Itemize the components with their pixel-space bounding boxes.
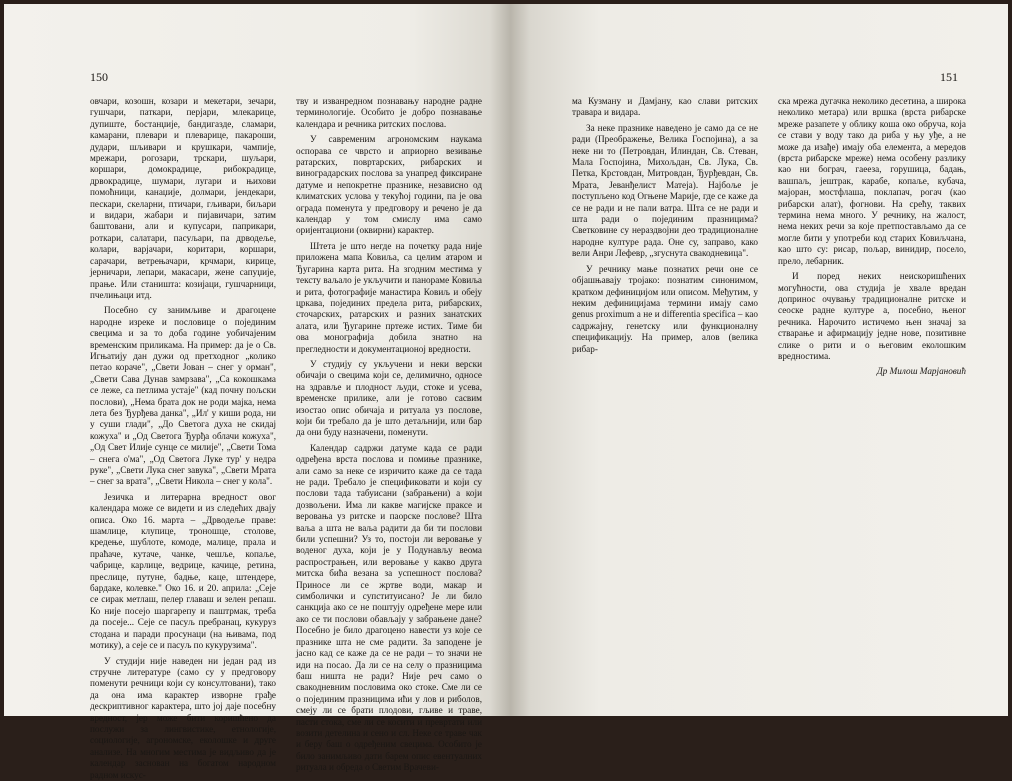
- paragraph: овчари, козошн, козари и мекетари, зечари, гушчари, паткари, перјари, млекарице, дупиште, бостанџије, бандигазде, сламари, камарани, плевари и плеварице, пакароши, дудари, шљивари и крушкари, чампије, мрежари, рогозари, трскари, шуљари, коршари, домокрадице, рибокрадице, дрвокрадице, шумари, лугари и њихови помоћници, канаџије, долмари, јендекари, пескари, скеларни, птичари, гљивари, биљари и видари, жабари и пијавичари, затим баштовани, али и купусари, паприкари, роткари, салатари, пасуљари, па дрводеље, колари, варјачари, коритари, коршари, сарачари, ветрењачари, крчмари, кирице, јерничари, лепари, макасари, жене сапуџије, прање. Или станишта: козијаци, гушчарници, пчелињаци итд.: [90, 96, 276, 300]
- left-column-1: [90, 96, 276, 781]
- right-column-2: [778, 96, 966, 378]
- paragraph: И поред неких неискоришћених могућности, ова студија је хвале вредан допринос очувању традиционалне ритске и сеоске радне културе а, посебно, њеног речника. Нарочито истичемо њен значај за стварање и афирмацију једне нове, позитивне слике о рити и о његовим еколошким вредностима.: [778, 271, 966, 361]
- page-number-left: 150: [90, 70, 108, 84]
- left-column-2: [296, 96, 482, 774]
- paragraph: У савременим агрономским наукама оспорава се чврсто и априорно везивање ратарских, повртарских, рибарских и виноградарских послова за унапред фиксиране датуме и непокретне празнике, независно од климатских услова у текућој години, па је ова ограда поменута у предговору и речено је да календар у том смислу има само оријентациони (оквирни) карактер.: [296, 134, 482, 236]
- paragraph: У речнику мање познатих речи оне се објашњавају тројако: познатим синонимом, кратком дефиницијом или описом. Међутим, у неким дефиницијама термини имају само genus proximum а не и differentia specifica – као садржајну, генетску или функционалну спецификацију. На пример, алов (велика рибар-: [572, 263, 758, 354]
- paragraph: Календар садржи датуме када се ради одређена врста послова и помиње празнике, али само за неке се изричито каже да се тада не ради. Требало је спецификовати и који су послови тада табуисани (забрањени) а који дозвољени. Има ли какве магијске праксе и веровања уз ритске и паорске послове? Шта ваља а шта не ваља радити да би ти послови били успешни? Уз то, постоји ли веровање у воденог духа, који је у Подунављу веома распрострањен, или веровање у какво друга митска бића везана за успешност послова? Приносе ли се жртве води, макар и симболички и супституисано? Је ли било санкција ако се не поштују одређене мере или ако се ти послови обављају у забрањене дане? Посебно је било драгоцено навести уз које се празнике шта не сме радити. За заподене је јасно кад се каже да се не ради – то значи не иди на посао. Да ли се на селу о празницима баш ништа не ради? Није реч само о свакодневним пословима око стоке. Сме ли се о појединим празницима ићи у лов и риболов, смеју ли се брати плодови, гљиве и траве, пасти стока, сме ли се косити и превртати или возити детелина и сено и сл. Неке се траве чак и беру баш о одређеним свецима. Особито је било занимљиво дати барем опис евентуалних ритуала и обреда о Светим Врачеви-: [296, 442, 482, 773]
- paragraph: Посебно су занимљиве и драгоцене народне изреке и пословице о појединим свецима и за то доба године уобичајеним временским приликама. На пример: да је о Св. Игњатију дан дужи од претходног „колико петао кораче", „Свети Јован – снег у орман", „Свети Сава Дунав замрзава", „Са кокошкама се леже, са петлима устаје" (кад почну пољски послови), „Нема брата док не роди мајка, нема лета без Ђурђева данка", „Ил' у киши рода, ни у суши глади", „До Светога духа не скидај кожуха" и „Од Светога Ђурђа облачи кожуха", „Од Свет Илије сунце се милије", „Свети Тома – снега о'ма", „Од Светога Луке тур' у недра руке", „Свети Лука снег завука", „Свети Мрата – снег за врата", „Свети Никола – снег у кола".: [90, 305, 276, 487]
- page-number-right: 151: [940, 70, 958, 84]
- paragraph: У студију су укључени и неки верски обичаји о свецима који се, делимично, односе на здравље и плодност људи, стоке и усева, временске прилике, али је готово сасвим изостао опис обичаја и ритуала уз послове, који би требало да је што детаљнији, или бар да они буду назначени, поменути.: [296, 358, 482, 438]
- right-column-1: [572, 96, 758, 355]
- signature: Др Милош Марјановић: [876, 366, 966, 377]
- right-page: [510, 4, 1008, 716]
- book-spread: [4, 4, 1008, 780]
- paragraph: ма Кузману и Дамјану, као слави ритских травара и видара.: [572, 96, 758, 118]
- paragraph: тву и изванредном познавању народне радне терминологије. Особито је добро познавање календара и речника ритских послова.: [296, 96, 482, 129]
- paragraph: Штета је што негде на почетку рада није приложена мапа Ковиља, са целим атаром и Ђугарина карта рита. На згодним местима у тексту ваљало је укључити и панораме Ковиља и рита, фотографије манастира Ковиљ и обеју цркава, појединих предела рита, рибарских, сточарских, ратарских и разних занатских алата, или Ђугарине пртеже истих. Тиме би ова монографија добила знатно на прегледности и документационој вредности.: [296, 240, 482, 354]
- paragraph: У студији није наведен ни један рад из стручне литературе (само су у предговору поменути речници који су консултовани), тако да она има карактер изворне грађе дескриптивног карактера, што јој даје посебну вредност, јер може бити коришћено да послужи за лингвистике, етнологије, социологије, агрономске, еколошке и друге анализе. На многим местима је видљиво да је календар заснован на богатом народном радном искус-: [90, 655, 276, 780]
- left-page: [4, 4, 510, 780]
- paragraph: Језичка и литерарна вредност овог календара може се видети и из следећих двају описа. Око 16. марта – „Дрводеље праве: шамлице, клупице, троношце, столове, кредење, шублоте, комоде, малице, прала и праћаче, кутаче, чанке, чешље, копаље, чабрице, карлице, ведрице, качице, ретина, преслице, путуне, бадње, каце, штендере, бардаке, колевке." Око 16. и 20. априла: „Сеје се сирак метлаш, пелер главаш и зелен репаш. Ко није посејо шаргарепу и паштрмак, треба да посеје... Сеје се пасуљ пребранац, кукуруз стодана и паради просунаци (на њивама, под мотику), а сеје се и пасуљ по кукурузима".: [90, 491, 276, 651]
- paragraph: ска мрежа дугачка неколико десетина, а широка неколико метара) или вршка (врста рибарске мреже разапете у облику коша око обруча, која се стави у воду тако да риба у њу уђе, а не може да изађе) имају оба елемента, а мередов (врста рибарске мреже) нема особену разлику као ни бограч, гаееза, горушица, бадањ, вашпаљ, јештрак, карабе, копаље, кубача, мајоран, мостфлаша, поклапач, рогач (као рибарски алат), фогнови. На срећу, таквих термина нема много. У речнику, на жалост, нема неких речи за које претпостављамо да се могле бити у употреби код старих Ковиљчана, као што су: рисар, пољар, винидир, посело, прело, лебарник.: [778, 96, 966, 266]
- paragraph: За неке празнике наведено је само да се не ради (Преображење, Велика Госпојина), а за неке ни то (Петровдан, Илиндан, Св. Стеван, Мала Госпојина, Михољдан, Св. Лука, Св. Петка, Крстовдан, Митровдан, Ђурђевдан, Св. Мрата, Јеванђелист Матеја). Најбоље је поступљено код Огњене Марије, где се каже да се не ради и не пали ватра. Шта се не ради и шта ради о појединим празницима? Светковине су нераздвојни део традиционалне народне културе рада. Оне су, заправо, како вели Анри Лефевр, „згуснута свакодневица".: [572, 122, 758, 259]
